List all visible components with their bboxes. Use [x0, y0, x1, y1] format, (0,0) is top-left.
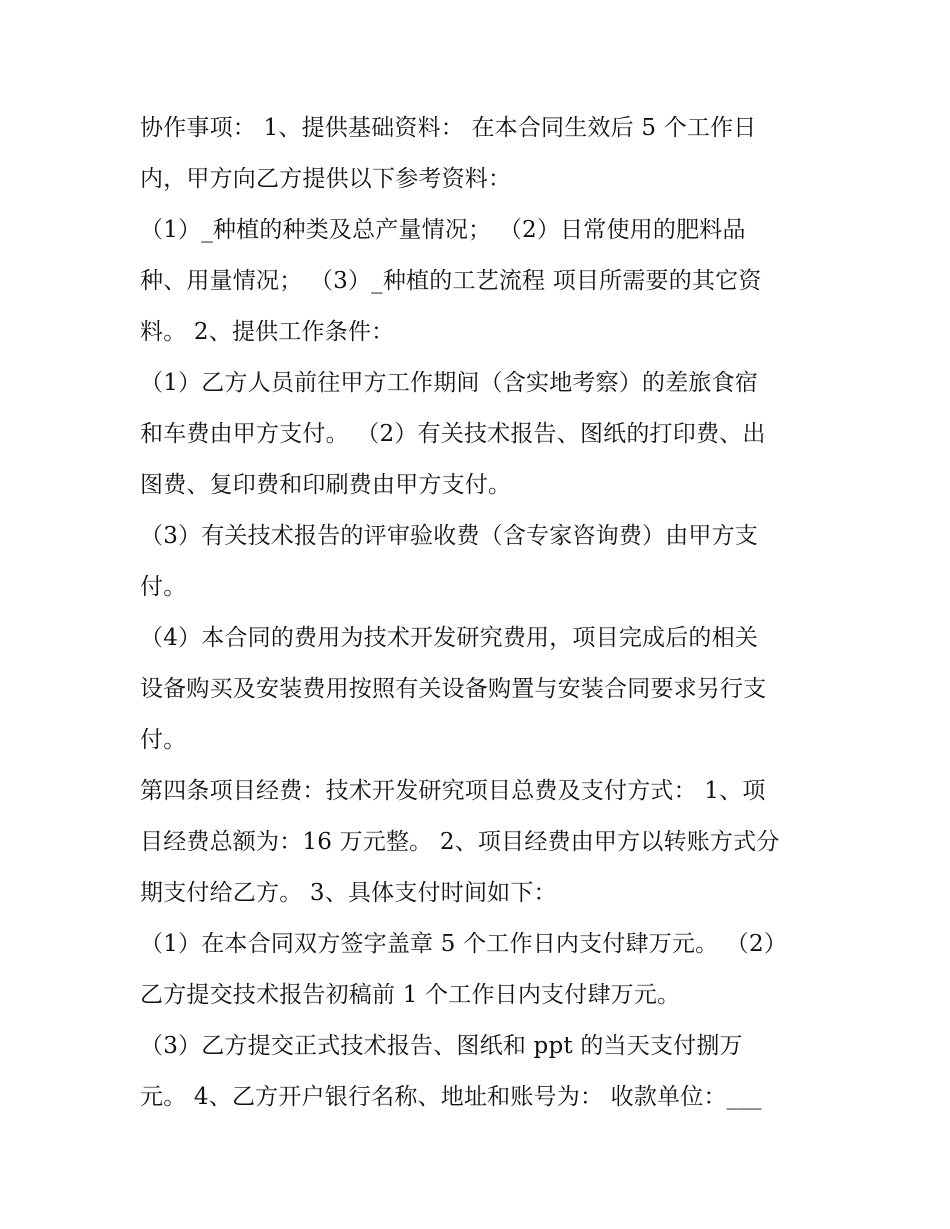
text-line: （3）乙方提交正式技术报告、图纸和 ppt 的当天支付捌万 [140, 1033, 743, 1059]
text-line: 付。 [140, 574, 187, 600]
text-line: 第四条项目经费：技术开发研究项目总费及支付方式： 1、项 [140, 778, 766, 804]
text-line: （4）本合同的费用为技术开发研究费用，项目完成后的相关 [140, 625, 759, 651]
text-line: 图费、复印费和印刷费由甲方支付。 [140, 472, 512, 498]
text-line: 付。 [140, 727, 187, 753]
text-line: 设备购买及安装费用按照有关设备购置与安装合同要求另行支 [140, 676, 767, 702]
text-line: （1）在本合同双方签字盖章 5 个工作日内支付肆万元。 （2） [140, 931, 788, 957]
text-line: 种、用量情况； （3）_种植的工艺流程 项目所需要的其它资 [140, 268, 762, 294]
text-line: 料。 2、提供工作条件： [140, 319, 395, 345]
text-line: 乙方提交技术报告初稿前 1 个工作日内支付肆万元。 [140, 982, 681, 1008]
text-line: 元。 4、乙方开户银行名称、地址和账号为： 收款单位：___ [140, 1084, 762, 1110]
text-line: 和车费由甲方支付。 （2）有关技术报告、图纸的打印费、出 [140, 421, 766, 447]
contract-text [140, 103, 820, 1123]
text-line: 内，甲方向乙方提供以下参考资料： [140, 166, 512, 192]
text-line: 协作事项： 1、提供基础资料： 在本合同生效后 5 个工作日 [140, 115, 757, 141]
text-line: 目经费总额为：16 万元整。 2、项目经费由甲方以转账方式分 [140, 829, 780, 855]
text-line: （3）有关技术报告的评审验收费（含专家咨询费）由甲方支 [140, 523, 759, 549]
text-line: （1）乙方人员前往甲方工作期间（含实地考察）的差旅食宿 [140, 370, 759, 396]
text-line: 期支付给乙方。 3、具体支付时间如下： [140, 880, 557, 906]
text-line: （1）_种植的种类及总产量情况； （2）日常使用的肥料品 [140, 217, 746, 243]
